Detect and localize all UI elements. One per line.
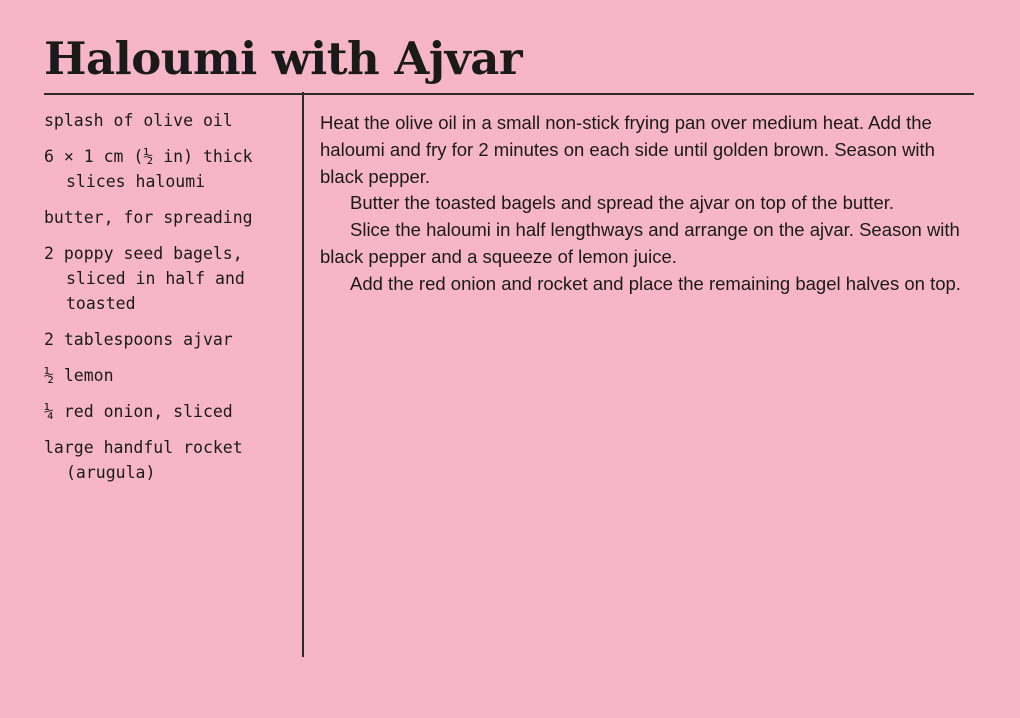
list-item xyxy=(44,108,294,133)
list-item xyxy=(44,205,294,230)
ingredient-text-cont: slices haloumi xyxy=(66,172,206,191)
method-paragraph: Butter the toasted bagels and spread the ajvar on top of the butter. xyxy=(350,192,895,214)
list-item xyxy=(44,327,294,352)
title-divider xyxy=(44,93,974,95)
ingredient-text-cont: (arugula) xyxy=(66,463,156,482)
ingredients-list xyxy=(44,108,294,496)
ingredient-text: butter, for spreading xyxy=(44,208,253,227)
ingredient-text-cont: sliced in half and toasted xyxy=(66,269,245,313)
list-item xyxy=(44,241,294,316)
ingredient-text: 2 poppy seed bagels, xyxy=(44,244,243,263)
method-paragraph: Slice the haloumi in half lengthways and arrange on the ajvar. Season with black pepper and a squeeze of lemon juice. xyxy=(320,219,960,267)
list-item xyxy=(44,399,294,424)
ingredient-text: large handful rocket xyxy=(44,438,243,457)
list-item xyxy=(44,363,294,388)
ingredient-text: ¼ red onion, sliced xyxy=(44,402,233,421)
list-item xyxy=(44,144,294,194)
recipe-body xyxy=(44,108,974,673)
page-title: Haloumi with Ajvar xyxy=(44,32,523,85)
method-steps xyxy=(320,110,974,298)
method-paragraph: Add the red onion and rocket and place the remaining bagel halves on top. xyxy=(350,272,961,294)
method-paragraph: Heat the olive oil in a small non-stick frying pan over medium heat. Add the haloumi and fry for 2 minutes on each side until golden brown. Season with black pepper. xyxy=(320,112,935,187)
list-item xyxy=(44,435,294,485)
column-divider xyxy=(302,92,304,657)
ingredient-text: 2 tablespoons ajvar xyxy=(44,330,233,349)
ingredient-text: splash of olive oil xyxy=(44,111,233,130)
ingredient-text: 6 × 1 cm (½ in) thick xyxy=(44,147,253,166)
ingredient-text: ½ lemon xyxy=(44,366,114,385)
